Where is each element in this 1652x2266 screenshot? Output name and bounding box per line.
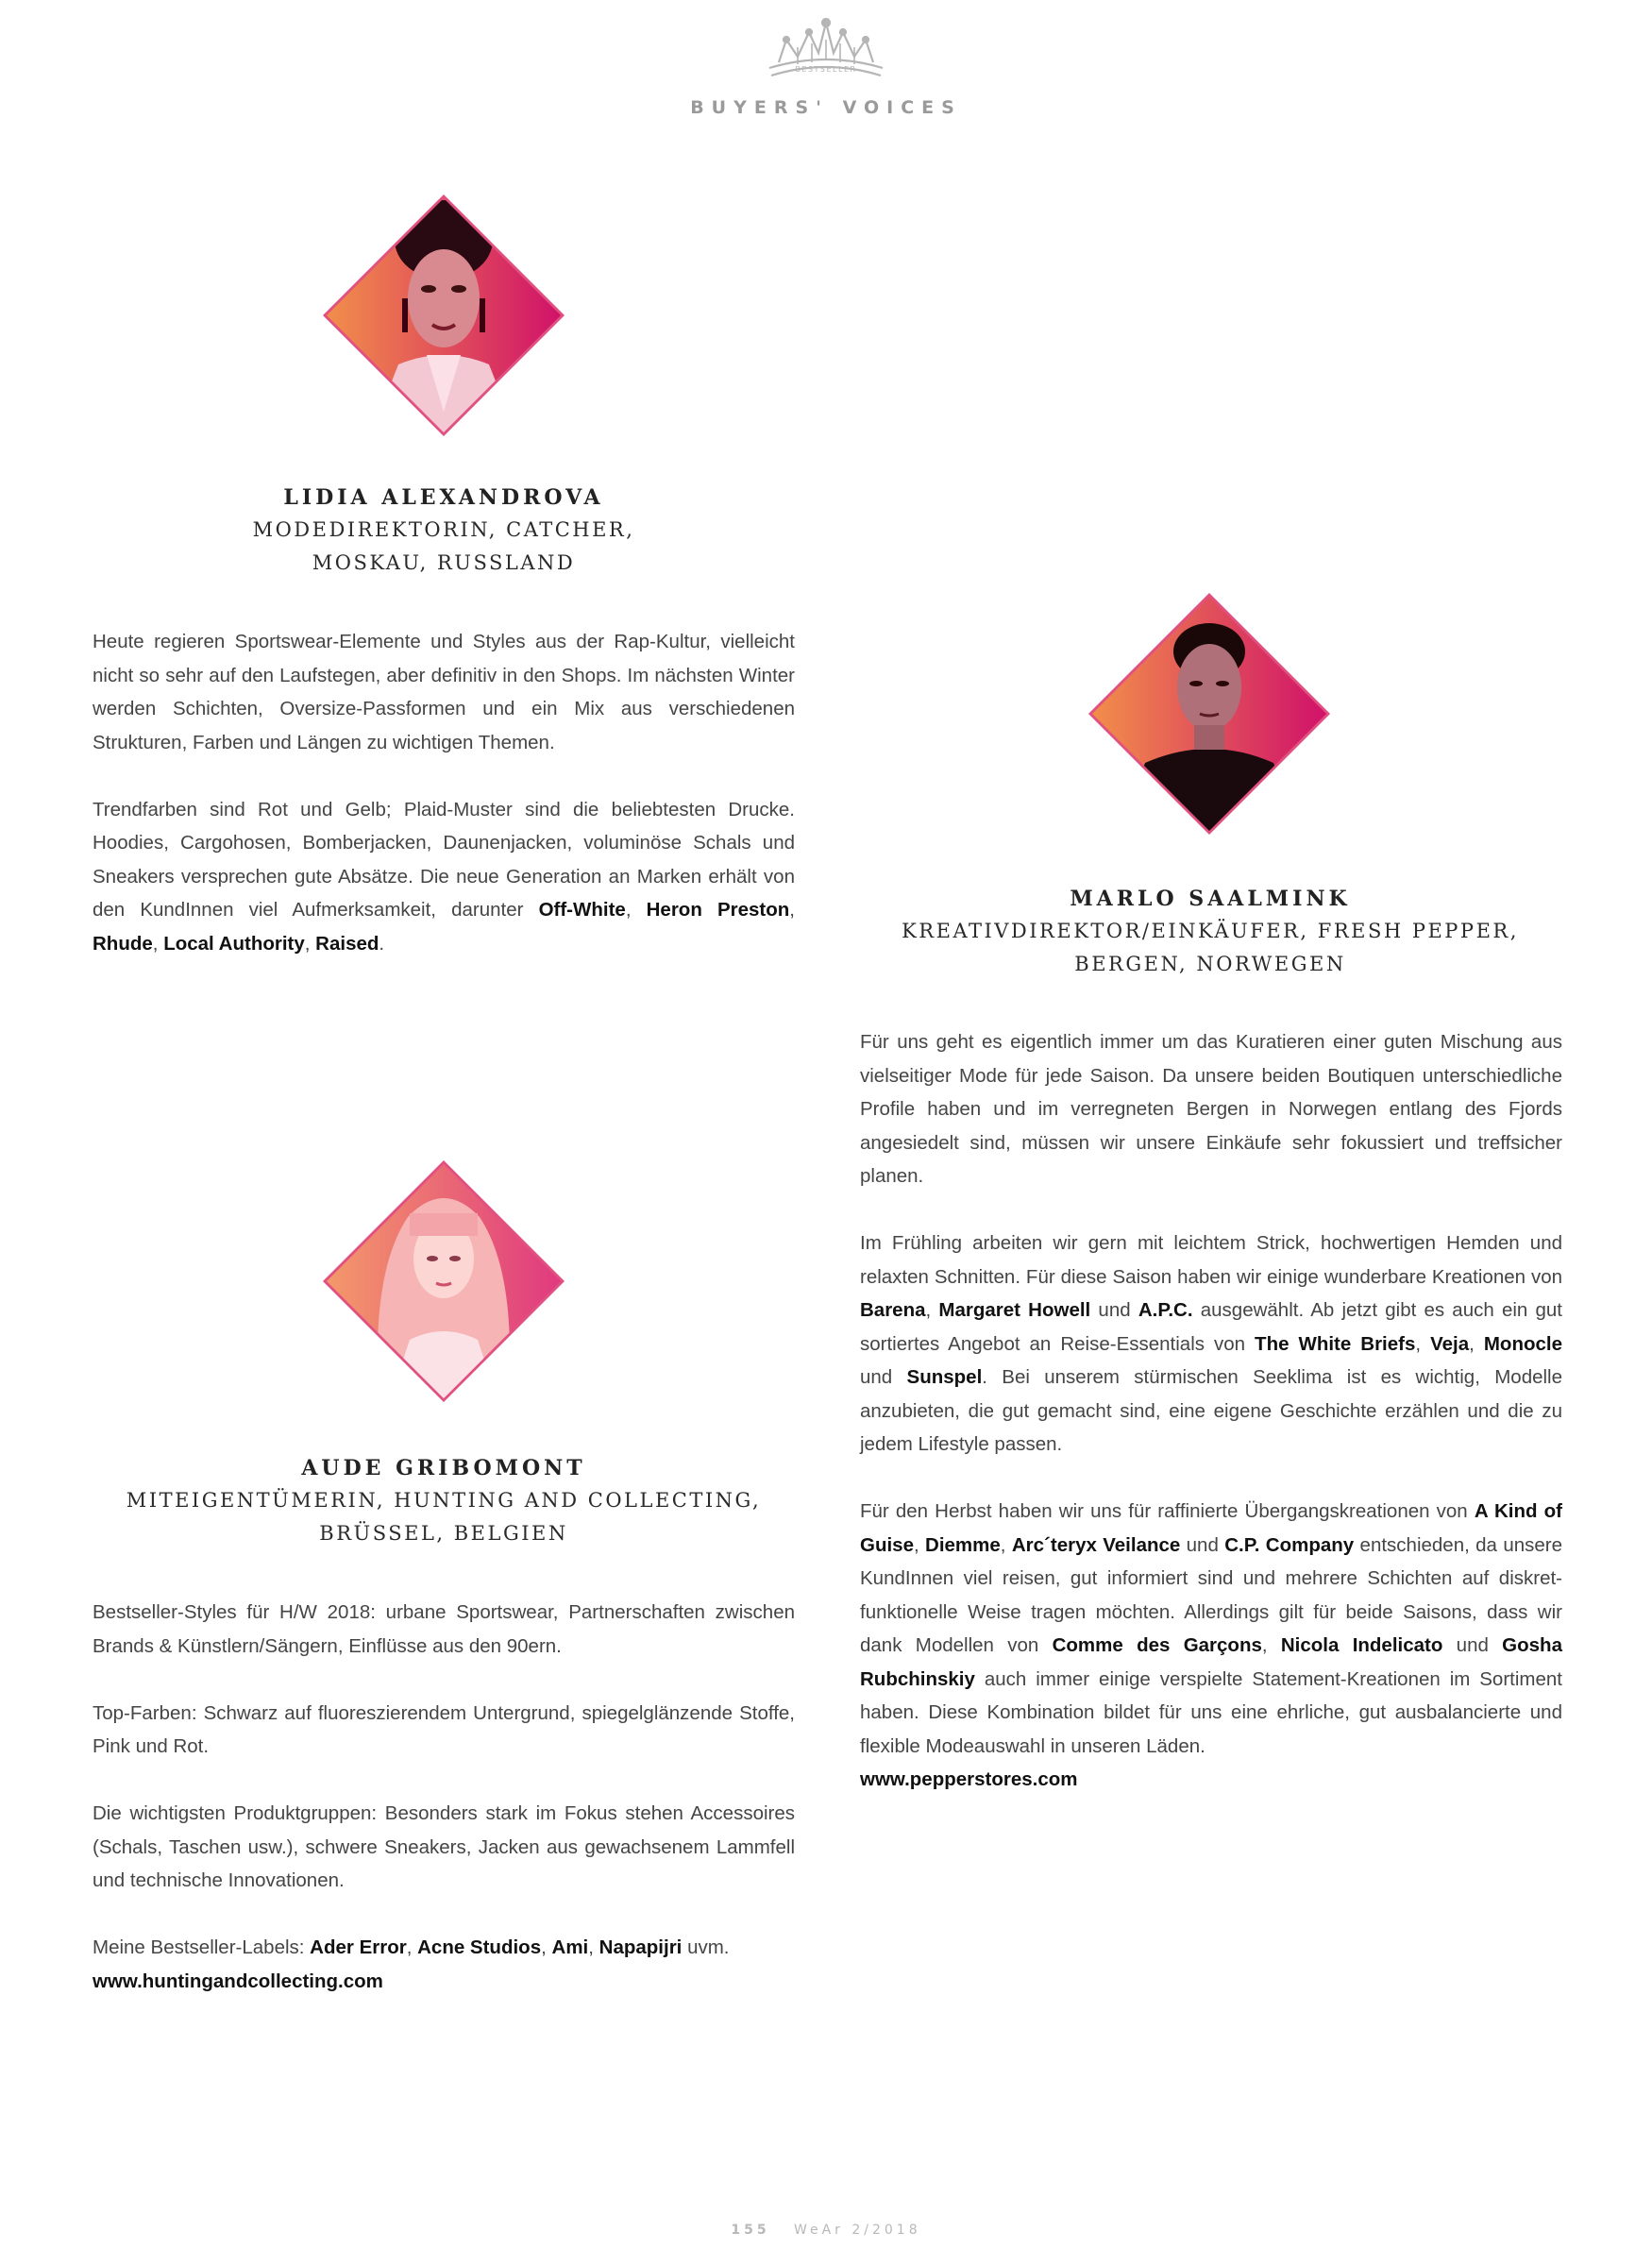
brand-name: Comme des Garçons [1052, 1634, 1262, 1656]
brand-name: Off-White [538, 899, 626, 921]
text-run: Die wichtigsten Produktgruppen: Besonders stark im Fokus stehen Accessoires (Schals, Taschen usw.), schwere Sneakers, Jacken aus gewachsenem Lammfell und technische Innovationen. [93, 1802, 795, 1891]
brand-name: Gosha Rubchinskiy [860, 1634, 1562, 1690]
text-run: auch immer einige verspielte Statement-Kreationen im Sortiment haben. Diese Kombination bildet für uns eine ehrliche, gut ausbalancierte und flexible Modeauswahl in unseren Läden. [860, 1667, 1562, 1757]
text-run: , [1415, 1332, 1431, 1355]
text-run: und [1442, 1634, 1503, 1656]
brand-name: A Kind of Guise [860, 1500, 1562, 1556]
brand-name: Ami [551, 1936, 589, 1958]
issue-label: WeAr 2/2018 [793, 2223, 921, 2238]
person-location: BERGEN, NORWEGEN [1074, 953, 1346, 975]
text-run: , [152, 932, 164, 955]
portrait-marlo-saalmink [1088, 593, 1330, 835]
page-number: 155 [731, 2223, 770, 2238]
text-run: ausgewählt. Ab jetzt gibt es auch ein gut sortiertes Angebot an Reise-Essentials von [860, 1299, 1562, 1355]
text-run: . [379, 932, 385, 955]
text-run: und [1180, 1533, 1225, 1556]
brand-name: Diemme [925, 1533, 1001, 1556]
portrait-image [323, 194, 565, 436]
text-run: . Bei unserem stürmischen Seeklima ist es wichtig, Modelle anzubieten, die gut gemacht sind, eine eigene Geschichte erzählen und die zu jedem Lifestyle passen. [860, 1366, 1563, 1455]
article-text-aude [93, 1596, 795, 2032]
brand-name: Local Authority [163, 932, 305, 955]
portrait-aude-gribomont [323, 1160, 565, 1402]
brand-name: Sunspel [906, 1366, 983, 1388]
brand-name: The White Briefs [1255, 1332, 1416, 1355]
brand-name: Ader Error [310, 1936, 407, 1958]
text-run: , [625, 899, 647, 921]
brand-name: Napapijri [598, 1936, 683, 1958]
text-run: , [913, 1533, 926, 1556]
brand-name: Veja [1430, 1332, 1470, 1355]
paragraph [93, 793, 795, 961]
text-run: , [789, 899, 795, 921]
text-run: und [860, 1366, 907, 1388]
text-run: und [1090, 1299, 1138, 1321]
text-run: , [541, 1936, 552, 1958]
portrait-image [1088, 593, 1330, 835]
brand-name: Raised [315, 932, 379, 955]
paragraph [93, 1697, 795, 1764]
portrait-image [323, 1160, 565, 1402]
text-run: , [406, 1936, 418, 1958]
brand-name: Rhude [93, 932, 153, 955]
person-location: MOSKAU, RUSSLAND [312, 551, 576, 574]
brand-name: A.P.C. [1138, 1299, 1193, 1321]
brand-name: Nicola Indelicato [1280, 1634, 1443, 1656]
paragraph [860, 1495, 1562, 1797]
brand-name: Barena [860, 1299, 926, 1321]
page-footer [0, 2223, 1652, 2238]
page-header [0, 13, 1652, 89]
text-run: entschieden, da unsere KundInnen viel reisen, gut informiert sind und mehrere Schichten auf diskret-funktionelle Weise tragen möchten. Allerdings gilt für beide Saisons, dass wir dank Modellen von [860, 1533, 1562, 1656]
text-run: Meine Bestseller-Labels: [93, 1936, 311, 1958]
text-run: , [1261, 1634, 1281, 1656]
person-role: MITEIGENTÜMERIN, HUNTING AND COLLECTING, [126, 1489, 762, 1512]
brand-name: Heron Preston [646, 899, 790, 921]
paragraph [860, 1226, 1562, 1462]
text-run: Top-Farben: Schwarz auf fluoreszierendem Untergrund, spiegelglänzende Stoffe, Pink und Rot. [93, 1701, 795, 1757]
crown-logo-icon [760, 13, 892, 89]
text-run: Für den Herbst haben wir uns für raffinierte Übergangskreationen von [860, 1500, 1475, 1522]
paragraph [860, 1025, 1562, 1193]
person-role: MODEDIREKTORIN, CATCHER, [252, 518, 635, 541]
svg-text:BESTSELLER: BESTSELLER [795, 65, 857, 74]
brand-name: Acne Studios [417, 1936, 542, 1958]
text-run: Trendfarben sind Rot und Gelb; Plaid-Muster sind die beliebtesten Drucke. Hoodies, Cargohosen, Bomberjacken, Daunenjacken, voluminöse Schals und Sneakers versprechen gute Absätze. Die neue Generation an Marken erhält von den KundInnen viel Aufmerksamkeit, darunter [93, 798, 795, 921]
brand-name: Monocle [1483, 1332, 1562, 1355]
person-header-lidia [94, 482, 793, 580]
text-run: , [588, 1936, 599, 1958]
text-run: , [1000, 1533, 1012, 1556]
brand-name: Margaret Howell [938, 1299, 1091, 1321]
text-run: , [304, 932, 316, 955]
text-run: Im Frühling arbeiten wir gern mit leichtem Strick, hochwertigen Hemden und relaxten Schnitten. Für diese Saison haben wir einige wunderbare Kreationen von [860, 1232, 1562, 1288]
person-header-marlo [859, 883, 1561, 981]
text-run: Heute regieren Sportswear-Elemente und Styles aus der Rap-Kultur, vielleicht nicht so sehr auf den Laufstegen, aber definitiv in den Shops. Im nächsten Winter werden Schichten, Oversize-Passformen und ein Mix aus verschiedenen Strukturen, Farben und Längen zu wichtigen Themen. [93, 631, 795, 753]
portrait-lidia-alexandrova [323, 194, 565, 436]
brand-name: www.huntingandcollecting.com [93, 1970, 383, 1992]
person-location: BRÜSSEL, BELGIEN [319, 1522, 568, 1545]
brand-name: Arc´teryx Veilance [1011, 1533, 1181, 1556]
person-name: AUDE GRIBOMONT [301, 1456, 586, 1480]
person-name: LIDIA ALEXANDROVA [283, 485, 604, 510]
brand-name: www.pepperstores.com [860, 1768, 1078, 1790]
person-name: MARLO SAALMINK [1070, 887, 1351, 911]
text-run: , [925, 1299, 939, 1321]
paragraph [93, 1797, 795, 1898]
paragraph [93, 1596, 795, 1663]
brand-name: C.P. Company [1224, 1533, 1355, 1556]
section-label: BUYERS' VOICES [690, 97, 962, 118]
text-run: , [1469, 1332, 1484, 1355]
text-run: uvm. [682, 1936, 730, 1958]
text-run: Bestseller-Styles für H/W 2018: urbane Sportswear, Partnerschaften zwischen Brands & Künstlern/Sängern, Einflüsse aus den 90ern. [93, 1601, 795, 1657]
article-text-marlo [860, 1025, 1562, 1830]
paragraph [93, 1931, 795, 1998]
person-role: KREATIVDIREKTOR/EINKÄUFER, FRESH PEPPER, [902, 920, 1519, 942]
text-run: Für uns geht es eigentlich immer um das Kuratieren einer guten Mischung aus vielseitiger Mode für jede Saison. Da unsere beiden Boutiquen unterschiedliche Profile haben und im verregneten Bergen in Norwegen entlang des Fjords angesiedelt sind, müssen wir unsere Einkäufe sehr fokussiert und treffsicher planen. [860, 1031, 1562, 1187]
person-header-aude [94, 1452, 793, 1550]
article-text-lidia [93, 625, 795, 994]
paragraph [93, 625, 795, 759]
